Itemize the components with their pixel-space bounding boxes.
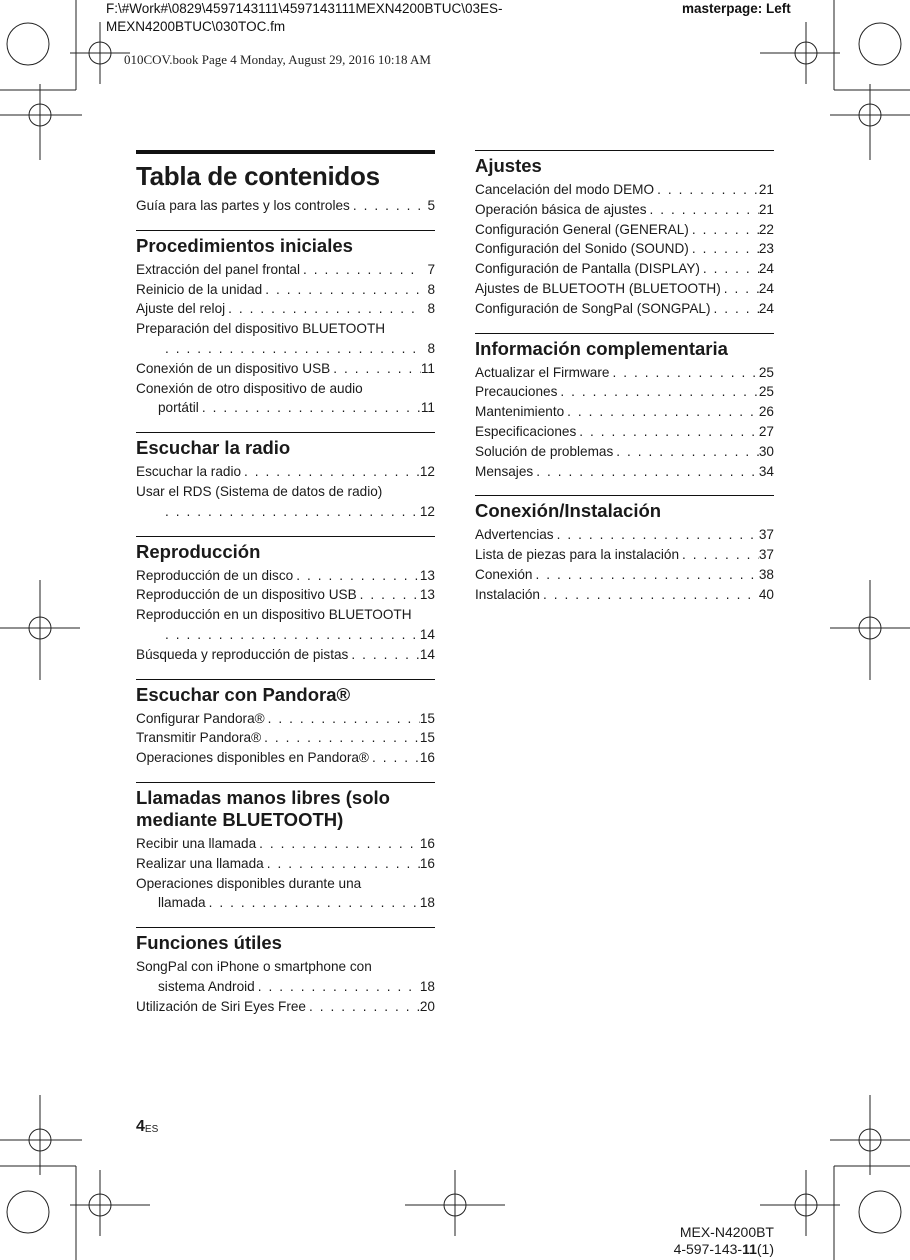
toc-entry-label: Transmitir Pandora® xyxy=(136,730,262,746)
toc-entry-page: 38 xyxy=(758,566,774,582)
toc-entry-page: 37 xyxy=(758,547,774,563)
toc-entry-page: 16 xyxy=(419,835,435,851)
model-name: MEX-N4200BT xyxy=(679,1224,774,1240)
toc-entry-page: 18 xyxy=(419,978,435,994)
toc-entry[interactable] xyxy=(136,299,435,319)
toc-entry-label: Precauciones xyxy=(475,384,558,400)
toc-entry-label: Ajuste del reloj xyxy=(136,301,226,317)
dot-leader xyxy=(540,585,759,605)
toc-entry-page: 26 xyxy=(758,404,774,420)
toc-entry[interactable] xyxy=(136,379,435,419)
toc-section xyxy=(136,432,435,521)
left-sections xyxy=(136,230,435,1017)
toc-entry-label: SongPal con iPhone o smartphone con xyxy=(136,959,372,975)
toc-entry[interactable] xyxy=(136,462,435,482)
toc-entry-continuation xyxy=(136,398,435,418)
dot-leader xyxy=(576,422,759,442)
section-title: Escuchar la radio xyxy=(136,437,291,459)
toc-entry-continuation xyxy=(136,502,435,522)
masterpage-label: masterpage: Left xyxy=(682,1,791,16)
toc-entry-page: 24 xyxy=(758,280,774,296)
toc-section xyxy=(475,150,774,319)
toc-entry-label: Conexión de otro dispositivo de audio xyxy=(136,380,363,396)
dot-leader xyxy=(199,398,421,418)
toc-entry[interactable] xyxy=(136,874,435,914)
toc-entry-label: Usar el RDS (Sistema de datos de radio) xyxy=(136,483,383,499)
dot-leader xyxy=(357,585,420,605)
toc-entry-label: Reproducción en un dispositivo BLUETOOTH xyxy=(136,607,412,623)
toc-entry[interactable] xyxy=(475,585,774,605)
toc-entry-label-cont: portátil xyxy=(158,400,199,416)
section-title: Funciones útiles xyxy=(136,932,282,954)
dot-leader xyxy=(609,363,758,383)
toc-entry[interactable] xyxy=(136,854,435,874)
toc-entry-continuation xyxy=(136,625,435,645)
toc-entry-label: Mensajes xyxy=(475,463,534,479)
toc-entry-continuation xyxy=(136,893,435,913)
dot-leader xyxy=(206,893,420,913)
toc-entry-label: Mantenimiento xyxy=(475,404,565,420)
toc-entry[interactable] xyxy=(475,442,774,462)
section-title: Información complementaria xyxy=(475,337,728,359)
toc-entry-label: Reproducción de un disco xyxy=(136,567,294,583)
toc-entry-label: Conexión xyxy=(475,566,533,582)
dot-leader xyxy=(293,566,420,586)
toc-entry[interactable] xyxy=(475,545,774,565)
section-title: Llamadas manos libres (solo mediante BLUETOOTH) xyxy=(136,786,390,830)
toc-entry[interactable] xyxy=(136,260,435,280)
dot-leader xyxy=(348,645,420,665)
part-number xyxy=(674,1241,774,1258)
toc-entry-label: Recibir una llamada xyxy=(136,835,257,851)
page-number xyxy=(136,1118,158,1136)
toc-entry-page: 24 xyxy=(758,300,774,316)
toc-entry-page: 25 xyxy=(758,364,774,380)
toc-entry-label: Realizar una llamada xyxy=(136,855,264,871)
book-info-line: 010COV.book Page 4 Monday, August 29, 2016 10:18 AM xyxy=(124,52,431,67)
dot-leader xyxy=(532,565,758,585)
toc-entry-label: Utilización de Siri Eyes Free xyxy=(136,998,306,1014)
toc-entry[interactable] xyxy=(475,565,774,585)
toc-entry[interactable] xyxy=(136,709,435,729)
dot-leader xyxy=(330,359,421,379)
toc-entry-page: 23 xyxy=(758,241,774,257)
toc-section xyxy=(136,927,435,1016)
toc-entry-continuation xyxy=(136,339,435,359)
toc-section xyxy=(136,679,435,768)
toc-entry[interactable] xyxy=(136,957,435,997)
toc-section xyxy=(136,230,435,418)
toc-entry-label: Reinicio de la unidad xyxy=(136,281,263,297)
toc-entry-page: 34 xyxy=(758,463,774,479)
dot-leader xyxy=(533,462,759,482)
toc-left-column xyxy=(136,150,435,1017)
toc-entry-page: 5 xyxy=(427,198,435,213)
toc-entry-page: 25 xyxy=(758,384,774,400)
toc-entry[interactable] xyxy=(475,402,774,422)
toc-right-column xyxy=(475,150,774,605)
toc-entry[interactable] xyxy=(136,645,435,665)
toc-entry-page: 8 xyxy=(427,340,435,356)
toc-entry[interactable] xyxy=(475,462,774,482)
file-path: F:\#Work#\0829\4597143111\4597143111MEXN4200BTUC\03ES-MEXN4200BTUC\030TOC.fm xyxy=(106,1,503,34)
part-number-suffix: (1) xyxy=(756,1241,774,1257)
dot-leader xyxy=(647,200,759,220)
toc-entry-label: Configuración de Pantalla (DISPLAY) xyxy=(475,261,700,277)
toc-entry-page: 8 xyxy=(427,281,435,297)
toc-entry-page: 27 xyxy=(758,423,774,439)
toc-entry[interactable] xyxy=(136,605,435,645)
toc-entry-label: Extracción del panel frontal xyxy=(136,261,300,277)
toc-entry-label: Cancelación del modo DEMO xyxy=(475,182,655,197)
toc-entry-page: 16 xyxy=(419,750,435,766)
toc-entry-label: Guía para las partes y los controles xyxy=(136,198,350,213)
section-title: Reproducción xyxy=(136,540,261,562)
toc-entry-label: Solución de problemas xyxy=(475,443,614,459)
toc-entry[interactable] xyxy=(136,585,435,605)
toc-entry-page: 40 xyxy=(758,586,774,602)
toc-entry-page: 15 xyxy=(419,730,435,746)
toc-entry-page: 24 xyxy=(758,261,774,277)
toc-entry[interactable] xyxy=(136,482,435,522)
toc-entry-label: Operación básica de ajustes xyxy=(475,201,647,217)
toc-entry-page: 14 xyxy=(419,646,435,662)
toc-entry-label: Advertencias xyxy=(475,527,554,543)
toc-entry[interactable] xyxy=(475,363,774,383)
dot-leader xyxy=(306,997,420,1017)
toc-entry-page: 16 xyxy=(419,855,435,871)
dot-leader xyxy=(162,502,420,522)
toc-entry-page: 21 xyxy=(758,201,774,217)
toc-entry[interactable] xyxy=(475,299,774,319)
toc-entry[interactable] xyxy=(475,180,774,200)
toc-entry-label: Operaciones disponibles durante una xyxy=(136,875,362,891)
toc-entry-page: 13 xyxy=(419,567,435,583)
toc-entry-page: 7 xyxy=(427,261,435,277)
dot-leader xyxy=(721,279,759,299)
toc-section xyxy=(475,495,774,604)
toc-entry[interactable] xyxy=(136,319,435,359)
part-number-prefix: 4-597-143- xyxy=(673,1241,743,1257)
toc-title: Tabla de contenidos xyxy=(136,150,435,193)
toc-entry[interactable] xyxy=(136,728,435,748)
toc-entry-page: 12 xyxy=(419,503,435,519)
dot-leader xyxy=(689,239,759,259)
toc-entry[interactable] xyxy=(475,382,774,402)
dot-leader xyxy=(255,977,420,997)
toc-entry[interactable] xyxy=(136,280,435,300)
toc-entry-label: Reproducción de un dispositivo USB xyxy=(136,587,357,603)
toc-entry-page: 37 xyxy=(758,527,774,543)
dot-leader xyxy=(225,299,421,319)
dot-leader xyxy=(711,299,759,319)
toc-entry-page: 30 xyxy=(758,443,774,459)
toc-entry-page: 20 xyxy=(419,998,435,1014)
dot-leader xyxy=(265,709,420,729)
toc-entry-label: Operaciones disponibles en Pandora® xyxy=(136,750,369,766)
toc-entry-label: Búsqueda y reproducción de pistas xyxy=(136,646,349,662)
toc-entry-label: Configuración del Sonido (SOUND) xyxy=(475,241,689,257)
toc-entry-page: 11 xyxy=(420,400,435,416)
toc-entry[interactable] xyxy=(136,748,435,768)
toc-entry-page: 12 xyxy=(419,464,435,480)
toc-entry-label-cont: sistema Android xyxy=(158,978,255,994)
toc-section xyxy=(136,536,435,665)
page-language-suffix: ES xyxy=(144,1124,159,1135)
dot-leader xyxy=(689,220,759,240)
toc-entry-page: 18 xyxy=(419,895,435,911)
toc-entry-label: Instalación xyxy=(475,586,540,602)
toc-section xyxy=(475,333,774,482)
toc-entry-label: Preparación del dispositivo BLUETOOTH xyxy=(136,321,386,337)
toc-entry-label: Configurar Pandora® xyxy=(136,710,265,726)
toc-entry-intro[interactable] xyxy=(136,196,435,216)
toc-entry-page: 15 xyxy=(419,710,435,726)
toc-entry-label-cont: llamada xyxy=(158,895,206,911)
section-title: Procedimientos iniciales xyxy=(136,234,353,256)
toc-entry[interactable] xyxy=(475,279,774,299)
toc-entry-label: Escuchar la radio xyxy=(136,464,242,480)
dot-leader xyxy=(262,280,421,300)
dot-leader xyxy=(557,382,759,402)
model-info xyxy=(674,1224,774,1258)
toc-entry[interactable] xyxy=(136,997,435,1017)
right-sections xyxy=(475,150,774,605)
toc-entry-page: 8 xyxy=(427,301,435,317)
dot-leader xyxy=(679,545,759,565)
dot-leader xyxy=(350,196,421,216)
toc-entry-label: Conexión de un dispositivo USB xyxy=(136,360,331,376)
toc-entry-label: Especificaciones xyxy=(475,423,577,439)
toc-entry[interactable] xyxy=(475,239,774,259)
dot-leader xyxy=(241,462,420,482)
dot-leader xyxy=(700,259,759,279)
toc-section xyxy=(136,782,435,913)
toc-entry[interactable] xyxy=(475,220,774,240)
toc-entry[interactable] xyxy=(136,359,435,379)
dot-leader xyxy=(300,260,421,280)
dot-leader xyxy=(162,339,421,359)
dot-leader xyxy=(564,402,759,422)
dot-leader xyxy=(264,854,420,874)
toc-entry-label: Ajustes de BLUETOOTH (BLUETOOTH) xyxy=(475,280,721,296)
dot-leader xyxy=(261,728,420,748)
toc-entry[interactable] xyxy=(136,566,435,586)
section-title: Conexión/Instalación xyxy=(475,500,662,522)
toc-entry-label: Configuración General (GENERAL) xyxy=(475,221,689,237)
toc-entry[interactable] xyxy=(475,259,774,279)
dot-leader xyxy=(554,525,759,545)
part-number-revision: 11 xyxy=(742,1241,757,1257)
section-title: Ajustes xyxy=(475,155,542,176)
dot-leader xyxy=(369,748,420,768)
toc-entry[interactable] xyxy=(475,422,774,442)
dot-leader xyxy=(654,180,759,200)
toc-entry[interactable] xyxy=(475,200,774,220)
page-number-value: 4 xyxy=(136,1118,145,1135)
toc-entry-page: 14 xyxy=(419,626,435,642)
toc-entry-label: Actualizar el Firmware xyxy=(475,364,610,380)
toc-entry-continuation xyxy=(136,977,435,997)
toc-entry-page: 21 xyxy=(758,182,774,197)
toc-entry-label: Lista de piezas para la instalación xyxy=(475,547,680,563)
toc-entry-page: 11 xyxy=(420,360,435,376)
toc-entry[interactable] xyxy=(475,525,774,545)
dot-leader xyxy=(256,834,420,854)
toc-entry-label: Configuración de SongPal (SONGPAL) xyxy=(475,300,711,316)
toc-entry-page: 13 xyxy=(419,587,435,603)
dot-leader xyxy=(613,442,759,462)
section-title: Escuchar con Pandora® xyxy=(136,683,351,705)
toc-entry[interactable] xyxy=(136,834,435,854)
toc-entry-page: 22 xyxy=(758,221,774,237)
dot-leader xyxy=(162,625,420,645)
